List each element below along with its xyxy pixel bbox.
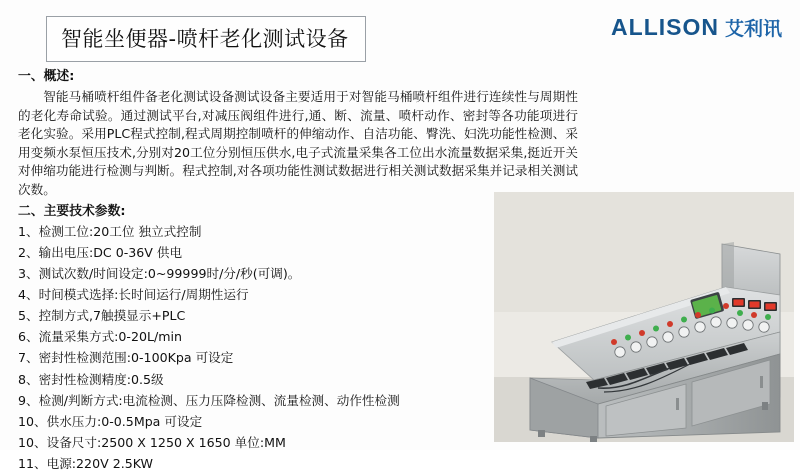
list-item: 8、密封性检测精度:0.5级 bbox=[18, 371, 164, 387]
list-item: 10、设备尺寸:2500 X 1250 X 1650 单位:MM bbox=[18, 434, 286, 450]
list-item: 10、供水压力:0-0.5Mpa 可设定 bbox=[18, 413, 203, 429]
specs-heading: 二、主要技术参数: bbox=[18, 203, 126, 219]
brand-name-cn: 艾利讯 bbox=[724, 18, 782, 40]
list-item: 1、检测工位:20工位 独立式控制 bbox=[18, 223, 202, 239]
page-title-box bbox=[46, 16, 366, 62]
list-item: 4、时间模式选择:长时间运行/周期性运行 bbox=[18, 287, 249, 302]
page-title: 智能坐便器-喷杆老化测试设备 bbox=[61, 27, 349, 51]
overview-heading: 一、概述: bbox=[18, 69, 75, 84]
list-item: 6、流量采集方式:0-20L/min bbox=[18, 329, 183, 345]
list-item: 3、测试次数/时间设定:0~99999时/分/秒(可调)。 bbox=[18, 265, 301, 281]
brand-name-en: ALLISON bbox=[611, 14, 719, 40]
brand-logo bbox=[611, 14, 782, 41]
list-item: 2、输出电压:DC 0-36V 供电 bbox=[18, 244, 183, 260]
list-item: 11、电源:220V 2.5KW bbox=[18, 456, 153, 471]
list-item: 7、密封性检测范围:0-100Kpa 可设定 bbox=[18, 350, 234, 366]
overview-paragraph: 智能马桶喷杆组件备老化测试设备测试设备主要适用于对智能马桶喷杆组件进行连续性与周期性的老化寿命试验。通过测试平台,对减压阀组件进行,通、断、流量、喷杆动作、密封等各功能项进行老化实验。采用PLC程式控制,程式周期控制喷杆的伸缩动作、自洁功能、臀洗、妇洗功能性检测、采用变频水泵恒压技术,分别对20工位分别恒压供水,电子式流量采集各工位出水流量数据采集,挺近开关对伸缩功能进行检测与判断。程式控制,对各项功能性测试数据进行相关测试数据采集并记录相关测试次数。 bbox=[18, 88, 578, 198]
test-equipment-photo bbox=[494, 192, 794, 442]
list-item: 9、检测/判断方式:电流检测、压力压降检测、流量检测、动作性检测 bbox=[18, 392, 400, 408]
list-item: 5、控制方式,7触摸显示+PLC bbox=[18, 308, 186, 324]
footer-spacer bbox=[0, 446, 800, 450]
